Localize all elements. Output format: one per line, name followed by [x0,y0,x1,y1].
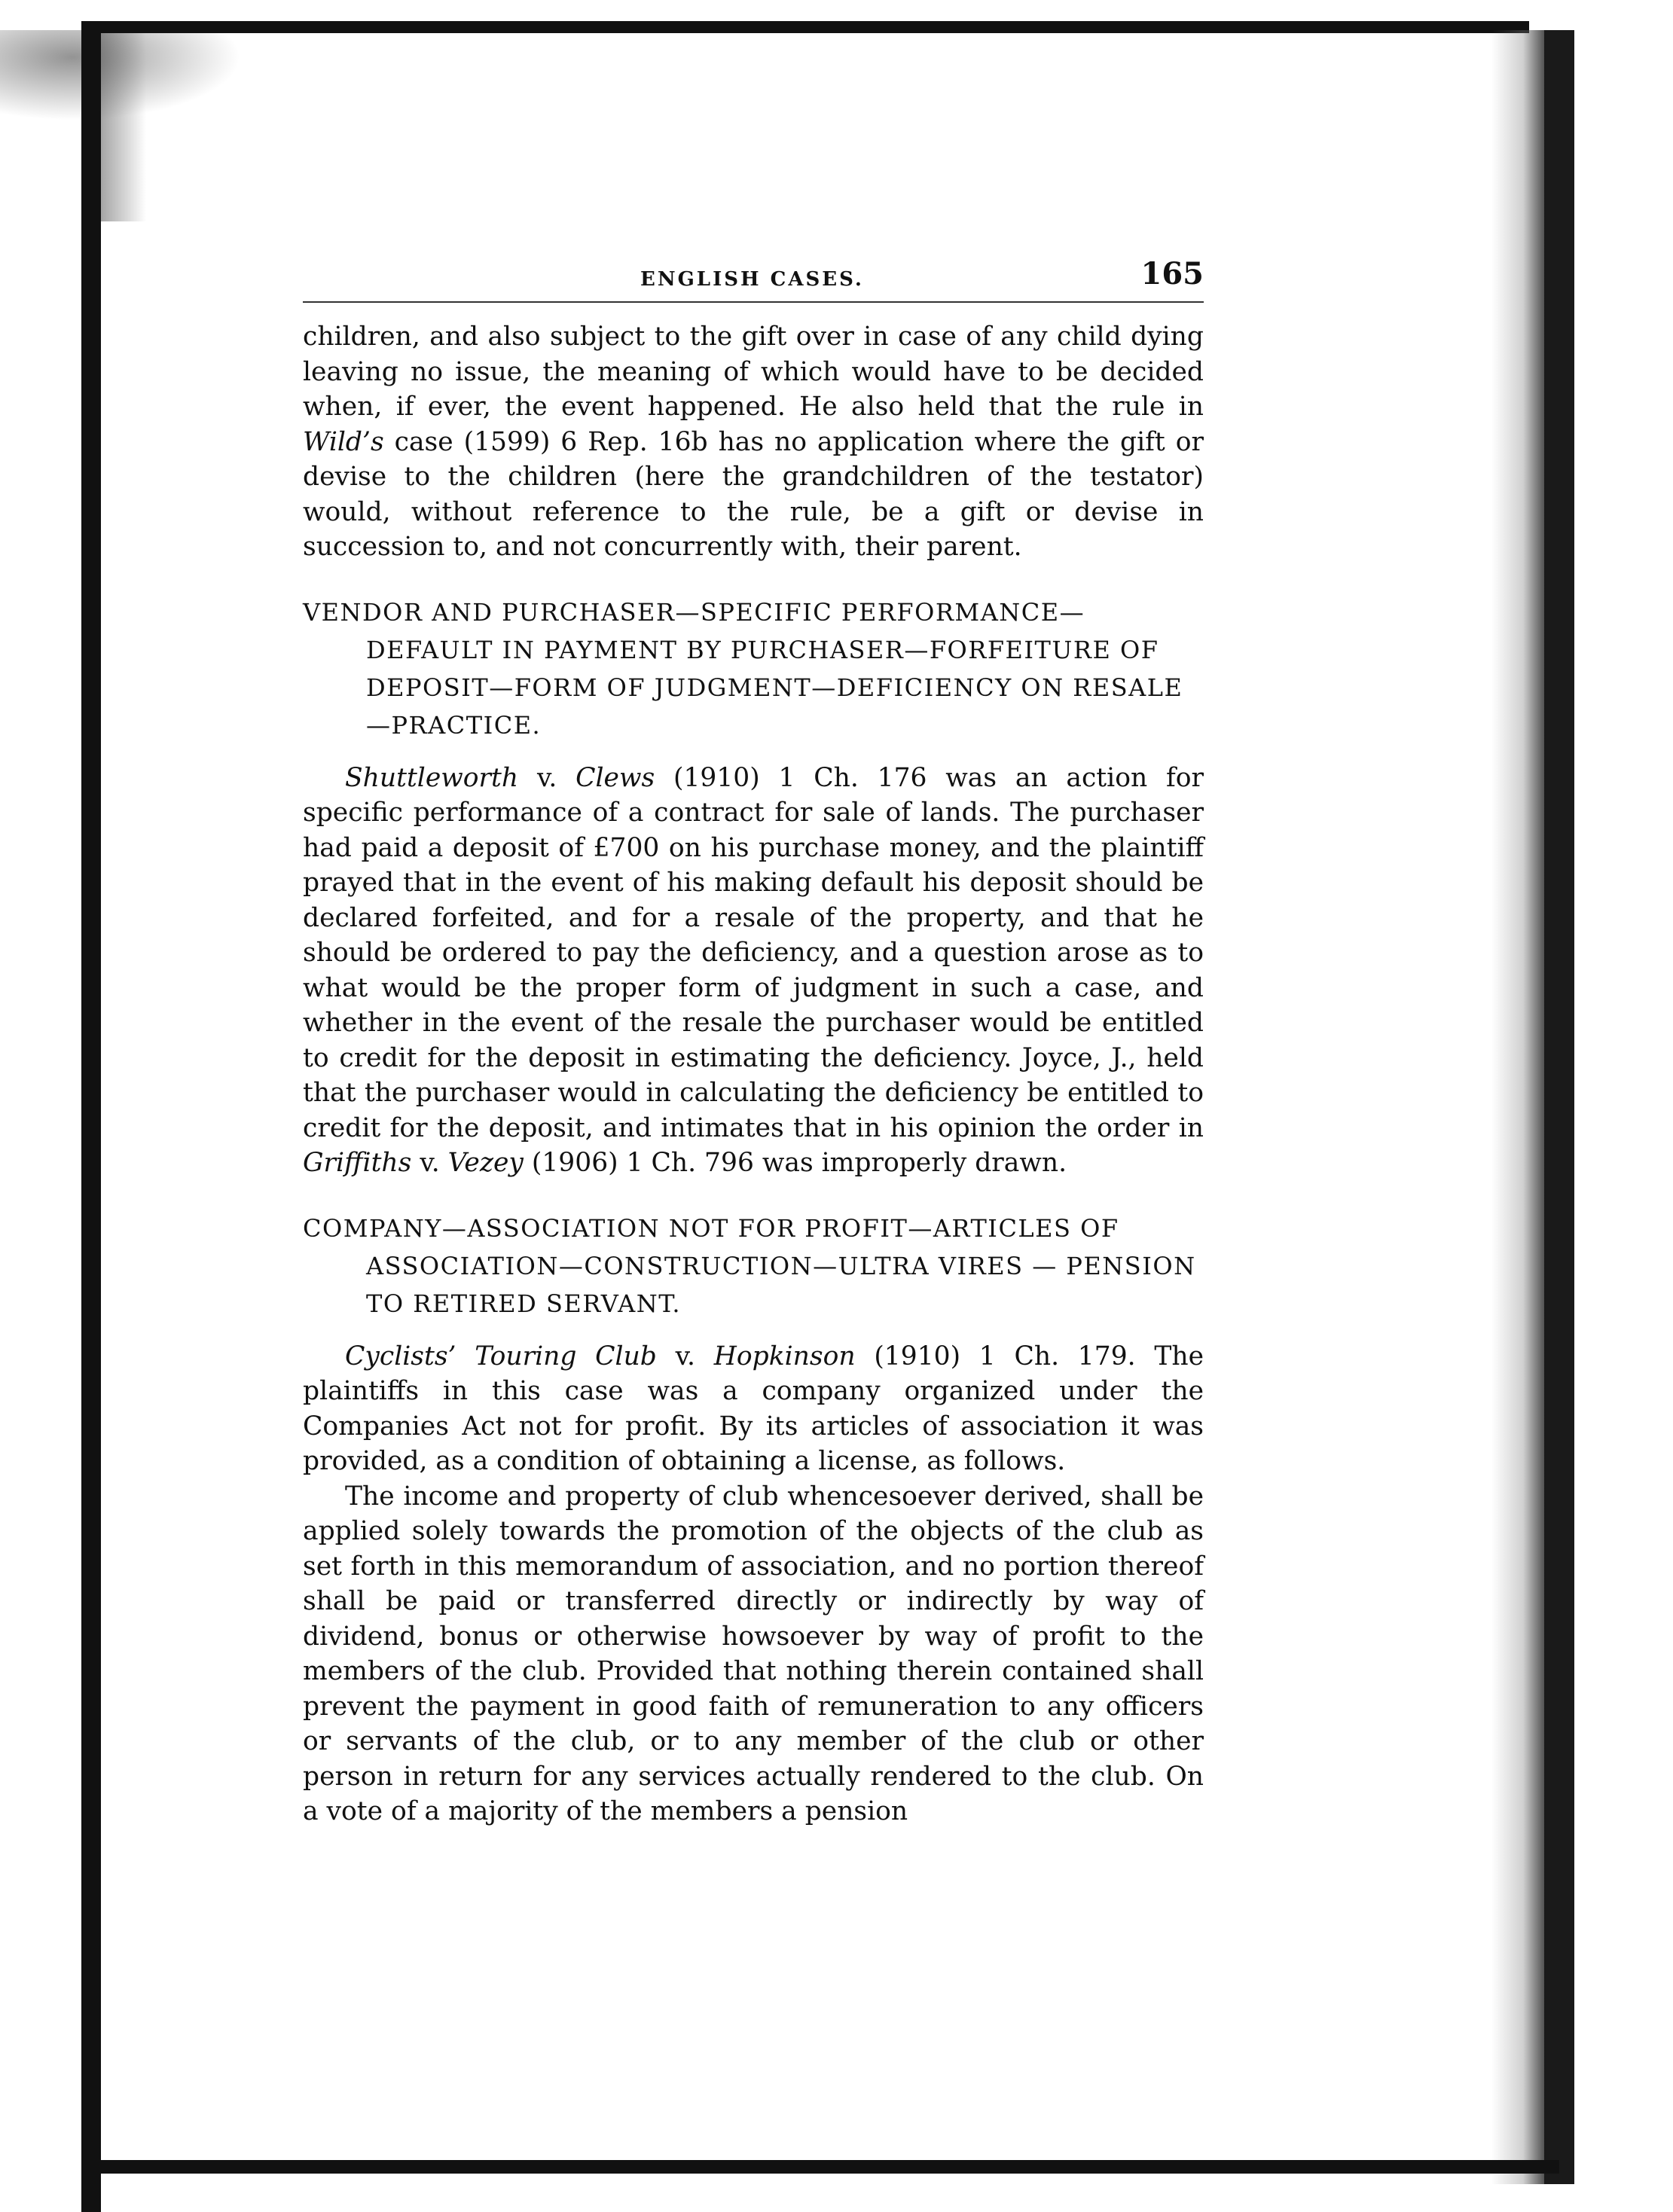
headnote-company: COMPANY—ASSOCIATION NOT FOR PROFIT—ARTICLES OF ASSOCIATION—CONSTRUCTION—ULTRA VIRES — PENSION TO RETIRED SERVANT. [303,1213,1196,1318]
scan-border-left [81,21,101,2212]
running-header [303,256,1204,303]
paragraph-text: (1906) 1 Ch. 796 was improperly drawn. [531,1148,1067,1178]
paragraph-quoted-article: The income and property of club whencesoever derived, shall be applied solely towards the promotion of the objects of the club as set forth in this memorandum of association, and no portion thereof shall be paid or transferred directly or indirectly by way of dividend, bonus or otherwise howsoever by way of profit to the members of the club. Provided that nothing therein contained shall prevent the payment in good faith of remuneration to any officers or servants of the club, or to any member of the club or other person in return for any services actually rendered to the club. On a vote of a majority of the members a pension [303,1481,1204,1826]
case-name: Cyclists’ Touring Club [345,1341,657,1371]
paragraph-text: (1910) 1 Ch. 179. The plaintiffs in this case was a company organized under the Companies Act not for profit. By its articles of association it was provided, as a condition of obtaining a license, as follows. [303,1341,1204,1476]
scan-border-right [1544,30,1574,2184]
running-title: ENGLISH CASES. [640,268,864,291]
versus: v. [420,1148,440,1178]
paragraph-continuation [303,319,1204,565]
scan-border-top [83,21,1529,33]
book-gutter-shade [1491,30,1544,2184]
headnote-vendor-purchaser: VENDOR AND PURCHASER—SPECIFIC PERFORMANCE—DEFAULT IN PAYMENT BY PURCHASER—FORFEITURE OF DEPOSIT—FORM OF JUDGMENT—DEFICIENCY ON RESALE—PRACTICE. [303,597,1183,740]
paragraph-shuttleworth [303,761,1204,1181]
versus: v. [675,1341,696,1371]
case-name: Hopkinson [713,1341,856,1371]
case-name: Wild’s [303,426,384,457]
page-number: 165 [1140,256,1204,291]
page-content [303,256,1204,1829]
case-name: Shuttleworth [345,762,519,793]
paragraph-text: case (1599) 6 Rep. 16b has no application where the gift or devise to the children (here the grandchildren of the testator) would, without reference to the rule, be a gift or devise in succession to, and not concurrently with, their parent. [303,426,1204,562]
scan-shadow-left [101,33,146,221]
case-name: Vezey [447,1148,524,1178]
versus: v. [536,762,557,793]
case-name: Griffiths [303,1148,412,1178]
paragraph-text: (1910) 1 Ch. 176 was an action for specific performance of a contract for sale of lands. The purchaser had paid a deposit of £700 on his purchase money, and the plaintiff prayed that in the event of his making default his deposit should be declared forfeited, and for a resale of the property, and that he should be ordered to pay the deficiency, and a question arose as to what would be the proper form of judgment in such a case, and whether in the event of the resale the purchaser would be entitled to credit for the deposit in estimating the deficiency. Joyce, J., held that the purchaser would in calculating the deficiency be entitled to credit for the deposit, and intimates that in his opinion the order in [303,762,1204,1143]
scan-border-bottom [83,2160,1559,2174]
case-name: Clews [575,762,655,793]
paragraph-text: children, and also subject to the gift over in case of any child dying leaving no issue, the meaning of which would have to be decided when, if ever, the event happened. He also held that the rule in [303,322,1204,422]
paragraph-cyclists [303,1339,1204,1479]
